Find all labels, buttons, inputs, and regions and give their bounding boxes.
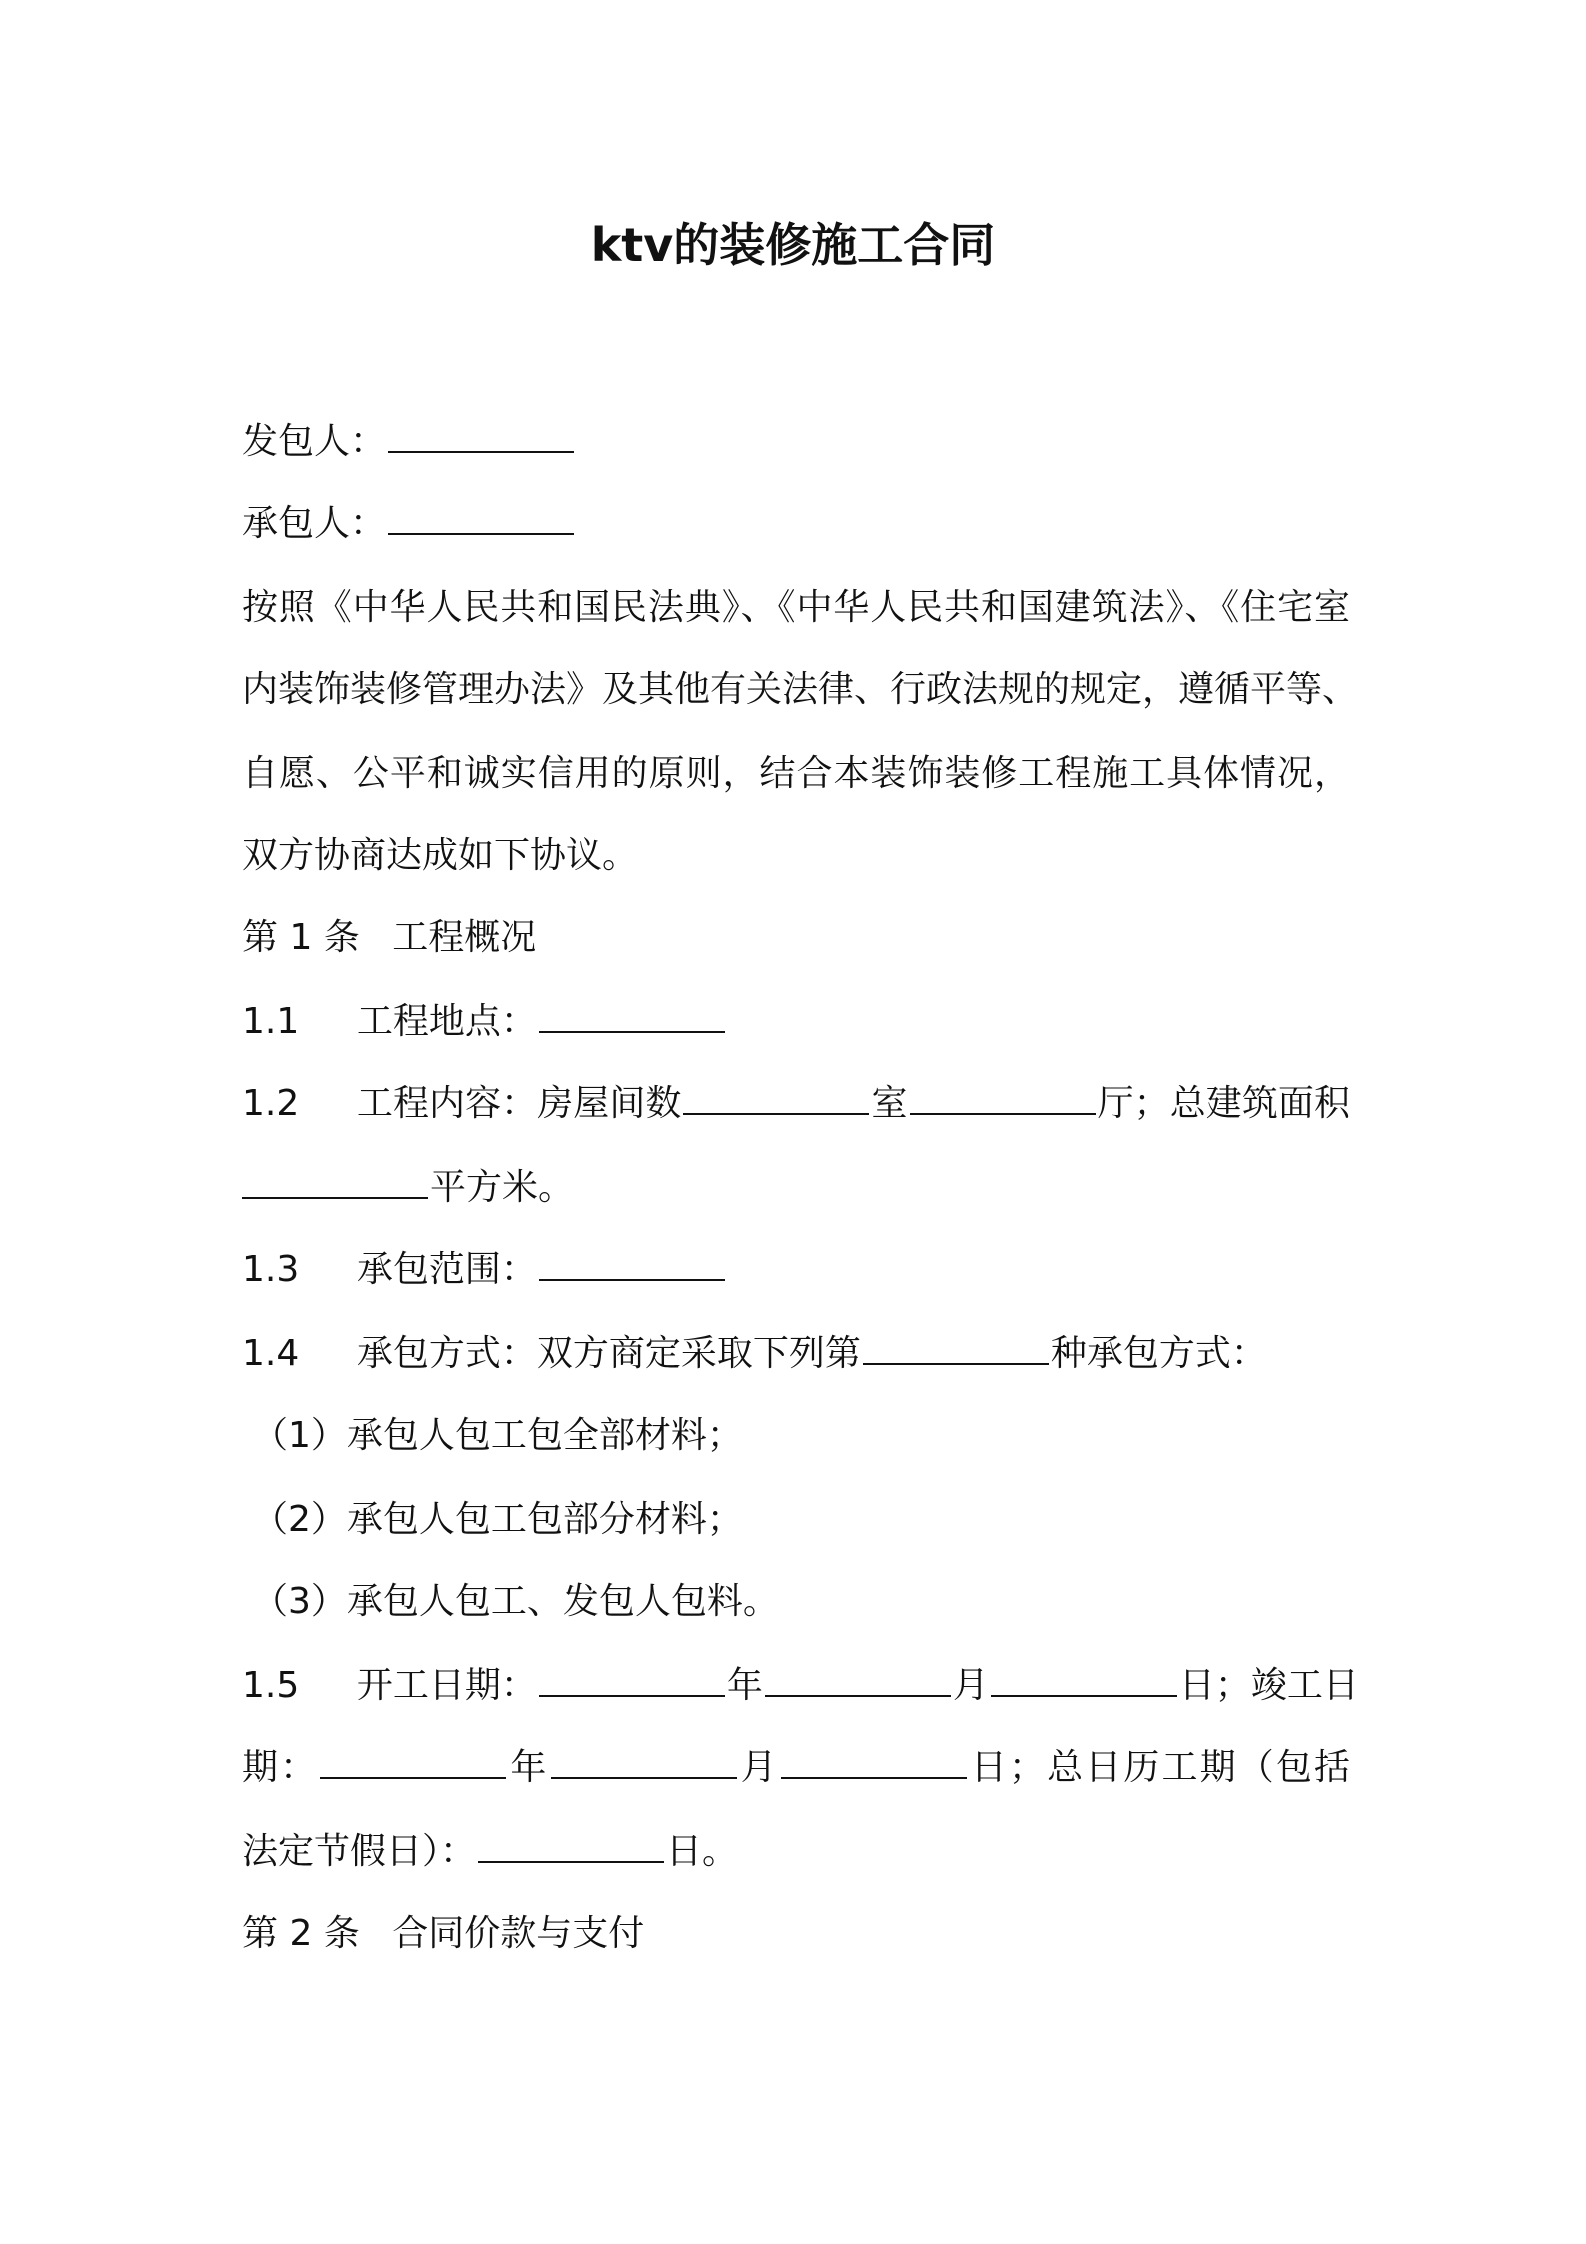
clause-1-1 <box>242 997 727 1047</box>
clause-1-5-line-3 <box>242 1827 738 1877</box>
start-day-blank <box>991 1661 1177 1697</box>
clause-1-2-hall: 厅；总建筑面积 <box>1097 1083 1350 1124</box>
clause-1-4-option-3: （3）承包人包工、发包人包料。 <box>252 1581 779 1622</box>
party-a-blank <box>388 417 574 453</box>
clause-1-2-line-2 <box>242 1163 574 1213</box>
clause-1-4-option-2: （2）承包人包工包部分材料； <box>252 1499 743 1540</box>
clause-1-1-number: 1.1 <box>242 1001 300 1042</box>
document-title: ktv的装修施工合同 <box>590 218 996 272</box>
article-1-heading <box>242 913 536 963</box>
end-month-label: 月 <box>738 1747 779 1788</box>
clause-1-1-blank <box>539 997 725 1033</box>
clause-1-3-blank <box>539 1245 725 1281</box>
article-2-number: 第 2 条 <box>242 1913 360 1954</box>
article-1-number: 第 1 条 <box>242 917 360 958</box>
party-b-line <box>242 499 576 549</box>
end-day-blank <box>781 1743 967 1779</box>
clause-1-4 <box>242 1329 1267 1379</box>
article-1-title: 工程概况 <box>392 917 537 958</box>
clause-1-4-suffix: 种承包方式： <box>1050 1333 1267 1374</box>
clause-1-5-line-1 <box>242 1661 1359 1711</box>
start-year-label: 年 <box>726 1665 763 1706</box>
clause-1-3 <box>242 1245 727 1295</box>
start-day-label: 日；竣工日 <box>1178 1665 1359 1706</box>
clause-1-5-line-2 <box>242 1743 1350 1793</box>
total-days-unit: 日。 <box>666 1831 739 1872</box>
end-year-label: 年 <box>508 1747 549 1788</box>
clause-1-2-line-1 <box>242 1079 1350 1129</box>
clause-1-3-label: 承包范围： <box>356 1249 537 1290</box>
end-year-blank <box>320 1743 506 1779</box>
clause-1-1-label: 工程地点： <box>356 1001 537 1042</box>
start-month-blank <box>765 1661 951 1697</box>
start-year-blank <box>539 1661 725 1697</box>
preamble-line-2: 内装饰装修管理办法》及其他有关法律、行政法规的规定，遵循平等、 <box>242 669 1359 710</box>
end-month-blank <box>551 1743 737 1779</box>
clause-1-4-number: 1.4 <box>242 1333 300 1374</box>
clause-1-2-label: 工程内容：房屋间数 <box>356 1083 682 1124</box>
clause-1-3-number: 1.3 <box>242 1249 300 1290</box>
party-b-blank <box>388 499 574 535</box>
clause-1-2-room-blank <box>683 1079 869 1115</box>
clause-1-4-blank <box>863 1329 1049 1365</box>
clause-1-4-label: 承包方式：双方商定采取下列第 <box>356 1333 861 1374</box>
party-a-line <box>242 417 576 467</box>
clause-1-2-room: 室 <box>871 1083 908 1124</box>
clause-1-4-option-1: （1）承包人包工包全部材料； <box>252 1415 743 1456</box>
clause-1-5-number: 1.5 <box>242 1665 300 1706</box>
end-day-label: 日；总日历工期（包括 <box>968 1747 1350 1788</box>
start-month-label: 月 <box>952 1665 989 1706</box>
clause-1-2-number: 1.2 <box>242 1083 300 1124</box>
article-2-heading <box>242 1909 644 1959</box>
party-a-label: 发包人： <box>242 421 387 462</box>
clause-1-2-area-blank <box>242 1163 428 1199</box>
preamble-line-4: 双方协商达成如下协议。 <box>242 835 639 876</box>
preamble-line-1: 按照《中华人民共和国民法典》、《中华人民共和国建筑法》、《住宅室 <box>242 587 1350 628</box>
completion-label: 期： <box>242 1747 319 1788</box>
article-2-title: 合同价款与支付 <box>392 1913 645 1954</box>
clause-1-2-unit: 平方米。 <box>430 1167 575 1208</box>
clause-1-2-hall-blank <box>910 1079 1096 1115</box>
preamble-line-3: 自愿、公平和诚实信用的原则，结合本装饰装修工程施工具体情况， <box>242 753 1350 794</box>
party-b-label: 承包人： <box>242 503 387 544</box>
clause-1-5-label: 开工日期： <box>356 1665 537 1706</box>
total-days-blank <box>478 1827 664 1863</box>
total-days-label: 法定节假日）： <box>242 1831 477 1872</box>
